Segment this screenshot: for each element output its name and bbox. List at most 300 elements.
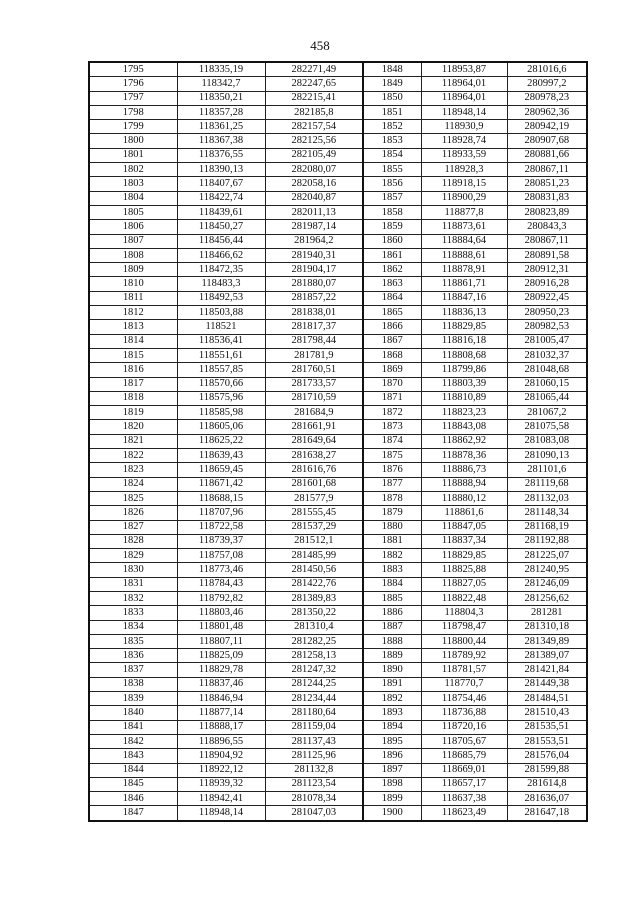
- x-coordinate-right: 118964,01: [421, 77, 507, 91]
- point-number-right: 1859: [363, 220, 421, 234]
- point-number-right: 1889: [363, 649, 421, 663]
- point-number-right: 1893: [363, 706, 421, 720]
- y-coordinate-left: 281310,4: [265, 620, 363, 634]
- x-coordinate-right: 118822,48: [421, 591, 507, 605]
- x-coordinate-left: 118361,25: [177, 120, 265, 134]
- x-coordinate-left: 118948,14: [177, 806, 265, 821]
- x-coordinate-right: 118843,08: [421, 420, 507, 434]
- y-coordinate-left: 281180,64: [265, 706, 363, 720]
- x-coordinate-right: 118799,86: [421, 363, 507, 377]
- table-row: [89, 734, 587, 748]
- y-coordinate-left: 281422,76: [265, 577, 363, 591]
- point-number-left: 1804: [89, 191, 177, 205]
- x-coordinate-left: 118784,43: [177, 577, 265, 591]
- y-coordinate-right: 280831,83: [507, 191, 587, 205]
- point-number-left: 1822: [89, 449, 177, 463]
- y-coordinate-right: 281647,18: [507, 806, 587, 821]
- table-row: [89, 163, 587, 177]
- y-coordinate-right: 281535,51: [507, 720, 587, 734]
- x-coordinate-right: 118873,61: [421, 220, 507, 234]
- table-row: [89, 348, 587, 362]
- y-coordinate-right: 281148,34: [507, 506, 587, 520]
- y-coordinate-left: 281684,9: [265, 406, 363, 420]
- x-coordinate-left: 118625,22: [177, 434, 265, 448]
- y-coordinate-left: 281350,22: [265, 606, 363, 620]
- table-row: [89, 234, 587, 248]
- table-row: [89, 291, 587, 305]
- y-coordinate-left: 281132,8: [265, 763, 363, 777]
- point-number-left: 1836: [89, 649, 177, 663]
- x-coordinate-right: 118918,15: [421, 177, 507, 191]
- y-coordinate-left: 281125,96: [265, 749, 363, 763]
- point-number-right: 1880: [363, 520, 421, 534]
- x-coordinate-right: 118825,88: [421, 563, 507, 577]
- x-coordinate-right: 118878,36: [421, 449, 507, 463]
- y-coordinate-right: 280922,45: [507, 291, 587, 305]
- y-coordinate-left: 281537,29: [265, 520, 363, 534]
- point-number-left: 1824: [89, 477, 177, 491]
- table-row: [89, 363, 587, 377]
- x-coordinate-right: 118816,18: [421, 334, 507, 348]
- x-coordinate-left: 118357,28: [177, 105, 265, 119]
- point-number-right: 1891: [363, 677, 421, 691]
- x-coordinate-right: 118623,49: [421, 806, 507, 821]
- table-row: [89, 806, 587, 821]
- x-coordinate-right: 118878,91: [421, 263, 507, 277]
- x-coordinate-left: 118570,66: [177, 377, 265, 391]
- x-coordinate-right: 118928,74: [421, 134, 507, 148]
- table-row: [89, 606, 587, 620]
- x-coordinate-right: 118736,88: [421, 706, 507, 720]
- x-coordinate-left: 118390,13: [177, 163, 265, 177]
- point-number-right: 1888: [363, 634, 421, 648]
- y-coordinate-right: 281599,88: [507, 763, 587, 777]
- y-coordinate-left: 281857,22: [265, 291, 363, 305]
- y-coordinate-right: 281281: [507, 606, 587, 620]
- x-coordinate-left: 118659,45: [177, 463, 265, 477]
- point-number-right: 1853: [363, 134, 421, 148]
- point-number-left: 1798: [89, 105, 177, 119]
- y-coordinate-right: 280962,36: [507, 105, 587, 119]
- x-coordinate-left: 118503,88: [177, 306, 265, 320]
- x-coordinate-left: 118456,44: [177, 234, 265, 248]
- y-coordinate-left: 282185,8: [265, 105, 363, 119]
- point-number-right: 1866: [363, 320, 421, 334]
- point-number-left: 1828: [89, 534, 177, 548]
- point-number-right: 1862: [363, 263, 421, 277]
- x-coordinate-left: 118773,46: [177, 563, 265, 577]
- x-coordinate-left: 118803,46: [177, 606, 265, 620]
- y-coordinate-right: 280891,58: [507, 248, 587, 262]
- y-coordinate-right: 281005,47: [507, 334, 587, 348]
- x-coordinate-right: 118964,01: [421, 91, 507, 105]
- table-row: [89, 434, 587, 448]
- x-coordinate-left: 118342,7: [177, 77, 265, 91]
- point-number-left: 1823: [89, 463, 177, 477]
- point-number-left: 1806: [89, 220, 177, 234]
- point-number-left: 1820: [89, 420, 177, 434]
- point-number-right: 1869: [363, 363, 421, 377]
- point-number-left: 1817: [89, 377, 177, 391]
- point-number-right: 1860: [363, 234, 421, 248]
- point-number-right: 1894: [363, 720, 421, 734]
- x-coordinate-left: 118846,94: [177, 692, 265, 706]
- x-coordinate-right: 118948,14: [421, 105, 507, 119]
- y-coordinate-left: 281389,83: [265, 591, 363, 605]
- x-coordinate-left: 118450,27: [177, 220, 265, 234]
- x-coordinate-right: 118877,8: [421, 205, 507, 219]
- point-number-right: 1895: [363, 734, 421, 748]
- x-coordinate-left: 118688,15: [177, 491, 265, 505]
- table-row: [89, 520, 587, 534]
- x-coordinate-right: 118836,13: [421, 306, 507, 320]
- y-coordinate-left: 282215,41: [265, 91, 363, 105]
- point-number-right: 1848: [363, 62, 421, 77]
- y-coordinate-right: 281192,88: [507, 534, 587, 548]
- y-coordinate-left: 281258,13: [265, 649, 363, 663]
- y-coordinate-right: 280823,89: [507, 205, 587, 219]
- x-coordinate-right: 118823,23: [421, 406, 507, 420]
- point-number-left: 1795: [89, 62, 177, 77]
- x-coordinate-left: 118350,21: [177, 91, 265, 105]
- table-row: [89, 777, 587, 791]
- y-coordinate-left: 281661,91: [265, 420, 363, 434]
- point-number-left: 1818: [89, 391, 177, 405]
- y-coordinate-right: 281614,8: [507, 777, 587, 791]
- point-number-left: 1829: [89, 549, 177, 563]
- point-number-left: 1814: [89, 334, 177, 348]
- point-number-right: 1890: [363, 663, 421, 677]
- x-coordinate-left: 118829,78: [177, 663, 265, 677]
- y-coordinate-left: 281123,54: [265, 777, 363, 791]
- point-number-left: 1796: [89, 77, 177, 91]
- y-coordinate-right: 280907,68: [507, 134, 587, 148]
- point-number-right: 1863: [363, 277, 421, 291]
- table-row: [89, 506, 587, 520]
- x-coordinate-right: 118829,85: [421, 549, 507, 563]
- table-row: [89, 391, 587, 405]
- y-coordinate-right: 281132,03: [507, 491, 587, 505]
- table-row: [89, 620, 587, 634]
- table-row: [89, 463, 587, 477]
- point-number-left: 1821: [89, 434, 177, 448]
- point-number-left: 1812: [89, 306, 177, 320]
- y-coordinate-right: 281256,62: [507, 591, 587, 605]
- y-coordinate-left: 281078,34: [265, 792, 363, 806]
- y-coordinate-left: 282247,65: [265, 77, 363, 91]
- y-coordinate-left: 281649,64: [265, 434, 363, 448]
- point-number-left: 1830: [89, 563, 177, 577]
- x-coordinate-left: 118536,41: [177, 334, 265, 348]
- y-coordinate-right: 280916,28: [507, 277, 587, 291]
- point-number-left: 1827: [89, 520, 177, 534]
- y-coordinate-right: 281510,43: [507, 706, 587, 720]
- x-coordinate-left: 118575,96: [177, 391, 265, 405]
- table-row: [89, 120, 587, 134]
- point-number-right: 1849: [363, 77, 421, 91]
- x-coordinate-left: 118439,61: [177, 205, 265, 219]
- point-number-right: 1867: [363, 334, 421, 348]
- table-row: [89, 62, 587, 77]
- y-coordinate-left: 281781,9: [265, 348, 363, 362]
- x-coordinate-left: 118492,53: [177, 291, 265, 305]
- table-row: [89, 191, 587, 205]
- x-coordinate-right: 118789,92: [421, 649, 507, 663]
- table-row: [89, 77, 587, 91]
- y-coordinate-left: 281577,9: [265, 491, 363, 505]
- point-number-left: 1799: [89, 120, 177, 134]
- table-row: [89, 706, 587, 720]
- x-coordinate-left: 118801,48: [177, 620, 265, 634]
- x-coordinate-left: 118837,46: [177, 677, 265, 691]
- y-coordinate-left: 281282,25: [265, 634, 363, 648]
- x-coordinate-right: 118827,05: [421, 577, 507, 591]
- point-number-left: 1844: [89, 763, 177, 777]
- y-coordinate-left: 281247,32: [265, 663, 363, 677]
- y-coordinate-left: 281880,07: [265, 277, 363, 291]
- y-coordinate-left: 282105,49: [265, 148, 363, 162]
- x-coordinate-right: 118637,38: [421, 792, 507, 806]
- y-coordinate-right: 281083,08: [507, 434, 587, 448]
- x-coordinate-right: 118705,67: [421, 734, 507, 748]
- x-coordinate-left: 118466,62: [177, 248, 265, 262]
- table-row: [89, 563, 587, 577]
- y-coordinate-right: 280867,11: [507, 234, 587, 248]
- point-number-right: 1856: [363, 177, 421, 191]
- x-coordinate-right: 118754,46: [421, 692, 507, 706]
- table-row: [89, 720, 587, 734]
- point-number-left: 1816: [89, 363, 177, 377]
- x-coordinate-left: 118422,74: [177, 191, 265, 205]
- table-row: [89, 320, 587, 334]
- y-coordinate-left: 282011,13: [265, 205, 363, 219]
- point-number-left: 1800: [89, 134, 177, 148]
- point-number-left: 1839: [89, 692, 177, 706]
- y-coordinate-left: 281512,1: [265, 534, 363, 548]
- y-coordinate-right: 280982,53: [507, 320, 587, 334]
- x-coordinate-right: 118685,79: [421, 749, 507, 763]
- table-row: [89, 534, 587, 548]
- point-number-right: 1897: [363, 763, 421, 777]
- point-number-left: 1802: [89, 163, 177, 177]
- point-number-left: 1810: [89, 277, 177, 291]
- x-coordinate-left: 118472,35: [177, 263, 265, 277]
- x-coordinate-left: 118739,37: [177, 534, 265, 548]
- point-number-left: 1805: [89, 205, 177, 219]
- table-row: [89, 663, 587, 677]
- point-number-left: 1809: [89, 263, 177, 277]
- point-number-left: 1846: [89, 792, 177, 806]
- y-coordinate-left: 282080,07: [265, 163, 363, 177]
- table-row: [89, 334, 587, 348]
- y-coordinate-right: 281449,38: [507, 677, 587, 691]
- y-coordinate-left: 281047,03: [265, 806, 363, 821]
- point-number-right: 1868: [363, 348, 421, 362]
- table-row: [89, 406, 587, 420]
- table-row: [89, 449, 587, 463]
- point-number-right: 1881: [363, 534, 421, 548]
- x-coordinate-right: 118888,61: [421, 248, 507, 262]
- point-number-left: 1807: [89, 234, 177, 248]
- point-number-right: 1872: [363, 406, 421, 420]
- y-coordinate-left: 281710,59: [265, 391, 363, 405]
- point-number-left: 1803: [89, 177, 177, 191]
- y-coordinate-left: 282040,87: [265, 191, 363, 205]
- point-number-right: 1886: [363, 606, 421, 620]
- y-coordinate-right: 280942,19: [507, 120, 587, 134]
- x-coordinate-left: 118639,43: [177, 449, 265, 463]
- table-row: [89, 491, 587, 505]
- point-number-right: 1898: [363, 777, 421, 791]
- point-number-left: 1808: [89, 248, 177, 262]
- point-number-right: 1858: [363, 205, 421, 219]
- x-coordinate-right: 118798,47: [421, 620, 507, 634]
- y-coordinate-left: 281485,99: [265, 549, 363, 563]
- x-coordinate-right: 118657,17: [421, 777, 507, 791]
- point-number-left: 1834: [89, 620, 177, 634]
- y-coordinate-right: 281389,07: [507, 649, 587, 663]
- y-coordinate-left: 281733,57: [265, 377, 363, 391]
- y-coordinate-left: 281798,44: [265, 334, 363, 348]
- x-coordinate-right: 118847,05: [421, 520, 507, 534]
- x-coordinate-left: 118557,85: [177, 363, 265, 377]
- x-coordinate-left: 118896,55: [177, 734, 265, 748]
- x-coordinate-left: 118483,3: [177, 277, 265, 291]
- y-coordinate-right: 280978,23: [507, 91, 587, 105]
- table-row: [89, 377, 587, 391]
- y-coordinate-left: 281760,51: [265, 363, 363, 377]
- x-coordinate-right: 118781,57: [421, 663, 507, 677]
- x-coordinate-right: 118837,34: [421, 534, 507, 548]
- point-number-left: 1826: [89, 506, 177, 520]
- point-number-left: 1811: [89, 291, 177, 305]
- y-coordinate-left: 281555,45: [265, 506, 363, 520]
- x-coordinate-right: 118933,59: [421, 148, 507, 162]
- x-coordinate-left: 118367,38: [177, 134, 265, 148]
- y-coordinate-left: 281817,37: [265, 320, 363, 334]
- y-coordinate-right: 280950,23: [507, 306, 587, 320]
- point-number-right: 1864: [363, 291, 421, 305]
- y-coordinate-right: 281065,44: [507, 391, 587, 405]
- x-coordinate-right: 118810,89: [421, 391, 507, 405]
- point-number-left: 1835: [89, 634, 177, 648]
- point-number-right: 1882: [363, 549, 421, 563]
- y-coordinate-right: 281060,15: [507, 377, 587, 391]
- y-coordinate-left: 281638,27: [265, 449, 363, 463]
- y-coordinate-right: 281225,07: [507, 549, 587, 563]
- x-coordinate-right: 118720,16: [421, 720, 507, 734]
- y-coordinate-right: 281553,51: [507, 734, 587, 748]
- point-number-right: 1852: [363, 120, 421, 134]
- y-coordinate-right: 281032,37: [507, 348, 587, 362]
- point-number-left: 1801: [89, 148, 177, 162]
- point-number-right: 1879: [363, 506, 421, 520]
- x-coordinate-left: 118888,17: [177, 720, 265, 734]
- table-row: [89, 677, 587, 691]
- point-number-right: 1855: [363, 163, 421, 177]
- point-number-left: 1845: [89, 777, 177, 791]
- x-coordinate-left: 118407,67: [177, 177, 265, 191]
- point-number-right: 1896: [363, 749, 421, 763]
- table-row: [89, 634, 587, 648]
- y-coordinate-left: 282157,54: [265, 120, 363, 134]
- y-coordinate-left: 281940,31: [265, 248, 363, 262]
- y-coordinate-right: 281016,6: [507, 62, 587, 77]
- point-number-left: 1831: [89, 577, 177, 591]
- point-number-left: 1813: [89, 320, 177, 334]
- y-coordinate-left: 281137,43: [265, 734, 363, 748]
- point-number-right: 1892: [363, 692, 421, 706]
- table-row: [89, 306, 587, 320]
- point-number-right: 1887: [363, 620, 421, 634]
- point-number-right: 1876: [363, 463, 421, 477]
- point-number-right: 1883: [363, 563, 421, 577]
- y-coordinate-right: 281636,07: [507, 792, 587, 806]
- y-coordinate-left: 281159,04: [265, 720, 363, 734]
- y-coordinate-left: 281987,14: [265, 220, 363, 234]
- x-coordinate-left: 118792,82: [177, 591, 265, 605]
- y-coordinate-right: 281075,58: [507, 420, 587, 434]
- point-number-right: 1870: [363, 377, 421, 391]
- x-coordinate-left: 118707,96: [177, 506, 265, 520]
- y-coordinate-right: 280912,31: [507, 263, 587, 277]
- point-number-right: 1857: [363, 191, 421, 205]
- x-coordinate-left: 118757,08: [177, 549, 265, 563]
- table-row: [89, 220, 587, 234]
- point-number-right: 1871: [363, 391, 421, 405]
- y-coordinate-left: 282125,56: [265, 134, 363, 148]
- y-coordinate-right: 281168,19: [507, 520, 587, 534]
- y-coordinate-right: 281484,51: [507, 692, 587, 706]
- table-row: [89, 105, 587, 119]
- point-number-left: 1838: [89, 677, 177, 691]
- point-number-left: 1825: [89, 491, 177, 505]
- x-coordinate-right: 118770,7: [421, 677, 507, 691]
- table-row: [89, 763, 587, 777]
- point-number-right: 1884: [363, 577, 421, 591]
- x-coordinate-left: 118671,42: [177, 477, 265, 491]
- x-coordinate-right: 118953,87: [421, 62, 507, 77]
- x-coordinate-left: 118521: [177, 320, 265, 334]
- x-coordinate-left: 118722,58: [177, 520, 265, 534]
- point-number-right: 1865: [363, 306, 421, 320]
- x-coordinate-right: 118880,12: [421, 491, 507, 505]
- x-coordinate-left: 118939,32: [177, 777, 265, 791]
- y-coordinate-right: 280867,11: [507, 163, 587, 177]
- point-number-left: 1842: [89, 734, 177, 748]
- x-coordinate-left: 118877,14: [177, 706, 265, 720]
- x-coordinate-left: 118605,06: [177, 420, 265, 434]
- y-coordinate-left: 281244,25: [265, 677, 363, 691]
- y-coordinate-right: 280843,3: [507, 220, 587, 234]
- x-coordinate-right: 118847,16: [421, 291, 507, 305]
- table-row: [89, 549, 587, 563]
- point-number-left: 1833: [89, 606, 177, 620]
- table-row: [89, 277, 587, 291]
- table-row: [89, 649, 587, 663]
- table-row: [89, 177, 587, 191]
- point-number-left: 1847: [89, 806, 177, 821]
- x-coordinate-left: 118825,09: [177, 649, 265, 663]
- x-coordinate-right: 118669,01: [421, 763, 507, 777]
- table-row: [89, 477, 587, 491]
- point-number-right: 1877: [363, 477, 421, 491]
- x-coordinate-right: 118861,6: [421, 506, 507, 520]
- point-number-left: 1840: [89, 706, 177, 720]
- x-coordinate-right: 118861,71: [421, 277, 507, 291]
- x-coordinate-left: 118585,98: [177, 406, 265, 420]
- y-coordinate-left: 281450,56: [265, 563, 363, 577]
